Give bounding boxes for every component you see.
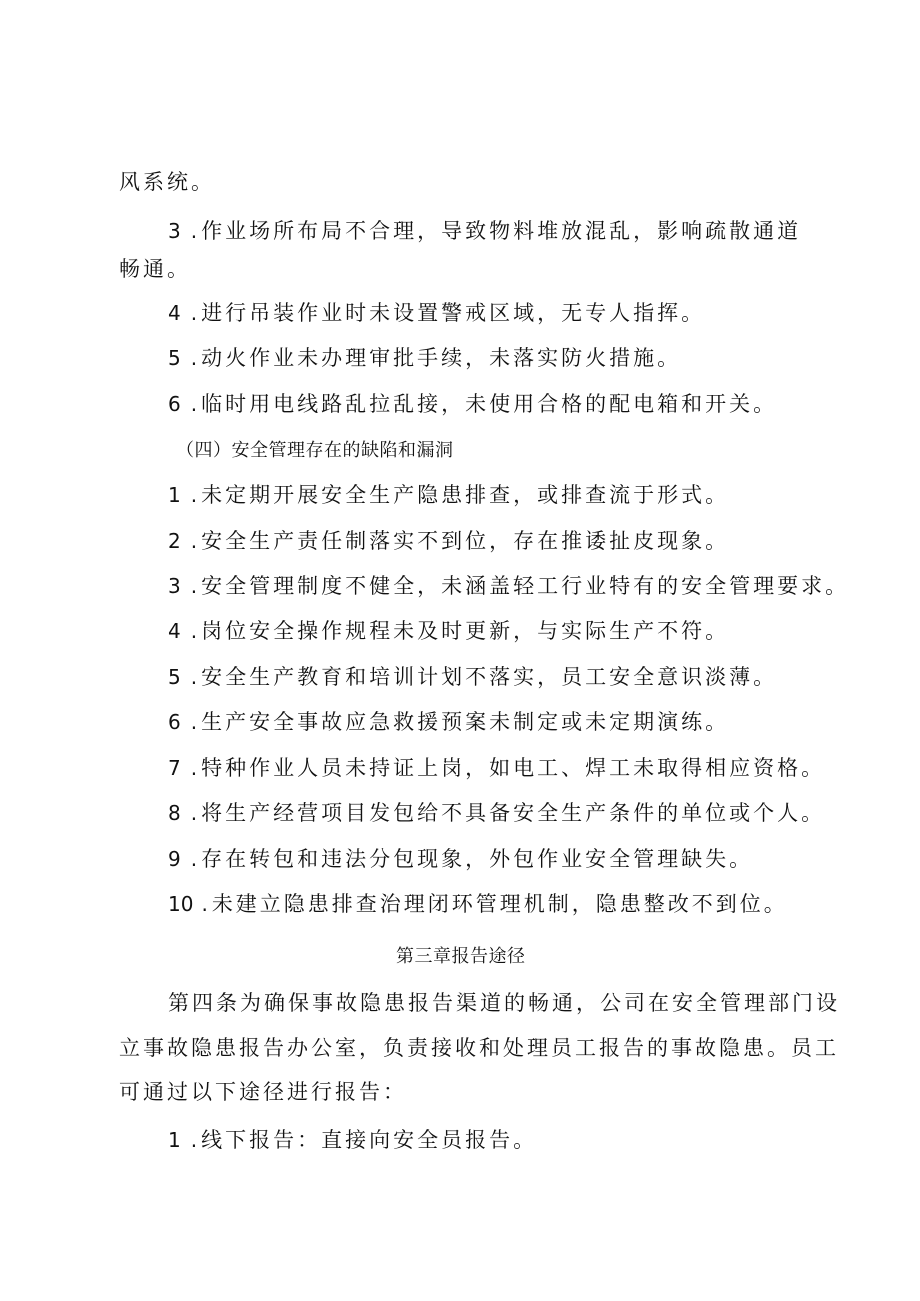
list-item-number: 3 [168, 574, 181, 598]
list-item-text: 岗位安全操作规程未及时更新，与实际生产不符。 [201, 619, 730, 643]
list-item [168, 216, 801, 246]
list-item-number: 3 [168, 219, 181, 243]
list-item [168, 298, 705, 328]
list-item [168, 889, 788, 919]
list-item [168, 844, 753, 874]
list-item-text: 未定期开展安全生产隐患排查，或排查流于形式。 [201, 483, 730, 507]
list-item-separator: . [190, 756, 198, 780]
list-item [168, 571, 849, 601]
list-item-text: 作业场所布局不合理，导致物料堆放混乱，影响疏散通道 [201, 219, 802, 243]
list-item [168, 707, 729, 737]
list-item-number: 4 [168, 619, 181, 643]
list-item-number: 4 [168, 301, 181, 325]
article-line: 立事故隐患报告办公室，负责接收和处理员工报告的事故隐患。员工 [119, 1036, 839, 1060]
list-item-separator: . [190, 665, 198, 689]
list-item-text: 动火作业未办理审批手续，未落实防火措施。 [201, 346, 682, 370]
list-item-number: 7 [168, 756, 181, 780]
list-item-number: 5 [168, 346, 181, 370]
list-item-text: 安全生产教育和培训计划不落实，员工安全意识淡薄。 [201, 665, 778, 689]
chapter-heading: 第三章报告途径 [396, 946, 526, 967]
list-item-text: 安全生产责任制落实不到位，存在推诿扯皮现象。 [201, 529, 730, 553]
list-item [168, 526, 729, 556]
list-item-separator: . [190, 392, 198, 416]
list-item-number: 6 [168, 392, 181, 416]
list-item-separator: . [190, 219, 198, 243]
list-item-number: 1 [168, 1128, 181, 1152]
list-item [168, 616, 729, 646]
list-item-number: 2 [168, 529, 181, 553]
list-item-text: 未建立隐患排查治理闭环管理机制，隐患整改不到位。 [211, 892, 788, 916]
list-item-number: 10 [168, 892, 194, 916]
continuation-text: 风系统。 [119, 170, 215, 194]
list-item [168, 343, 681, 373]
list-item-number: 6 [168, 710, 181, 734]
article-line: 第四条为确保事故隐患报告渠道的畅通，公司在安全管理部门设 [168, 991, 840, 1015]
list-item-separator: . [190, 529, 198, 553]
list-item-text: 安全管理制度不健全，未涵盖轻工行业特有的安全管理要求。 [201, 574, 850, 598]
list-item [168, 798, 825, 828]
list-item-separator: . [190, 619, 198, 643]
list-item-separator: . [190, 801, 198, 825]
list-item [168, 662, 777, 692]
list-item [168, 480, 729, 510]
list-item-number: 9 [168, 847, 181, 871]
list-item-text: 线下报告：直接向安全员报告。 [201, 1128, 538, 1152]
list-item-separator: . [190, 1128, 198, 1152]
list-item-separator: . [190, 483, 198, 507]
list-item-number: 5 [168, 665, 181, 689]
article-line: 可通过以下途径进行报告： [119, 1080, 407, 1104]
list-item-separator: . [201, 892, 208, 916]
list-item-number: 1 [168, 483, 181, 507]
list-item-separator: . [190, 301, 198, 325]
list-item [168, 389, 777, 419]
list-item-separator: . [190, 847, 198, 871]
list-item-text: 临时用电线路乱拉乱接，未使用合格的配电箱和开关。 [201, 392, 778, 416]
list-item-text: 特种作业人员未持证上岗，如电工、焊工未取得相应资格。 [201, 756, 826, 780]
list-item-number: 8 [168, 801, 181, 825]
list-item-text: 存在转包和违法分包现象，外包作业安全管理缺失。 [201, 847, 754, 871]
list-item [168, 753, 825, 783]
list-item-separator: . [190, 574, 198, 598]
list-item-text: 将生产经营项目发包给不具备安全生产条件的单位或个人。 [201, 801, 826, 825]
list-item [168, 1125, 537, 1155]
list-item-separator: . [190, 346, 198, 370]
list-item-wrap: 畅通。 [119, 257, 191, 281]
list-item-separator: . [190, 710, 198, 734]
list-item-text: 生产安全事故应急救援预案未制定或未定期演练。 [201, 710, 730, 734]
list-item-text: 进行吊装作业时未设置警戒区域，无专人指挥。 [201, 301, 706, 325]
subsection-heading: （四）安全管理存在的缺陷和漏洞 [176, 440, 454, 461]
